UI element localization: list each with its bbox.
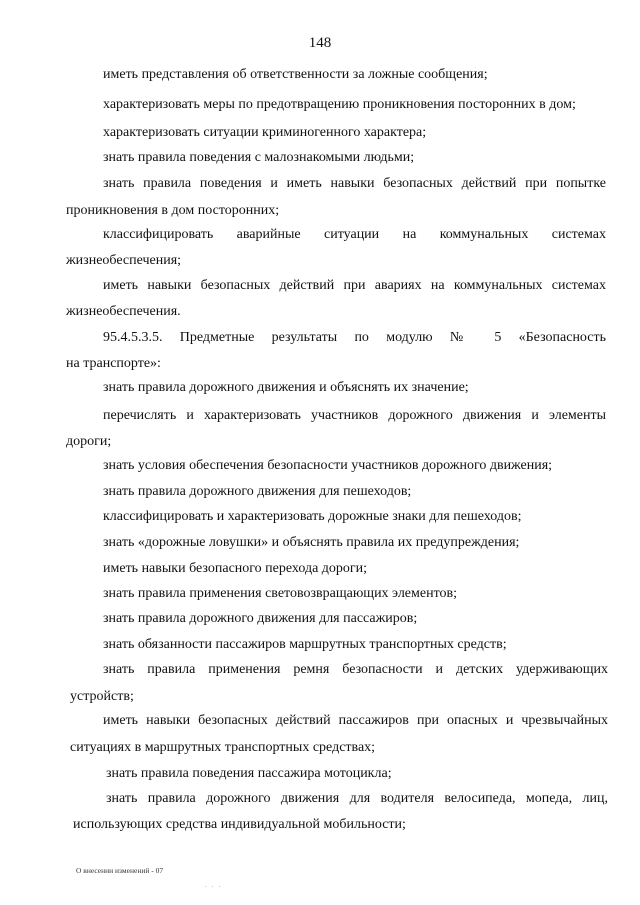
text-line: дороги; [66,434,112,449]
text-line: характеризовать меры по предотвращению проникновения посторонних в дом; [103,97,576,112]
text-line: знать правила применения световозвращающих элементов; [103,586,458,601]
text-line: на транспорте»: [66,356,161,371]
text-line: знать правила дорожного движения для пешеходов; [103,484,412,499]
footer-note: О внесении изменений - 07 [76,866,164,875]
text-line: знать правила поведения пассажира мотоцикла; [106,766,392,781]
text-line: классифицировать и характеризовать дорожные знаки для пешеходов; [103,509,522,524]
text-line: знать «дорожные ловушки» и объяснять правила их предупреждения; [103,535,520,550]
text-line: знать правила поведения и иметь навыки безопасных действий при попытке [103,176,606,191]
text-line: устройств; [70,689,134,704]
scan-marks: . . . [205,883,223,889]
text-line: иметь навыки безопасных действий при авариях на коммунальных системах [103,278,606,293]
text-line: иметь навыки безопасных действий пассажиров при опасных и чрезвычайных [103,713,608,728]
text-line: характеризовать ситуации криминогенного характера; [103,125,427,140]
text-line: иметь представления об ответственности за ложные сообщения; [103,67,488,82]
text-line: использующих средства индивидуальной мобильности; [73,817,406,832]
text-line: знать условия обеспечения безопасности участников дорожного движения; [103,458,553,473]
section-heading: 95.4.5.3.5. Предметные результаты по модулю № 5 «Безопасность [103,330,606,345]
text-line: перечислять и характеризовать участников дорожного движения и элементы [103,408,606,423]
text-line: иметь навыки безопасного перехода дороги; [103,561,368,576]
text-line: проникновения в дом посторонних; [66,203,280,218]
text-line: классифицировать аварийные ситуации на коммунальных системах [103,227,606,242]
text-line: знать правила дорожного движения и объяснять их значение; [103,380,469,395]
text-line: ситуациях в маршрутных транспортных средствах; [70,740,376,755]
text-line: знать правила применения ремня безопасности и детских удерживающих [103,662,608,677]
text-line: знать правила дорожного движения для водителя велосипеда, мопеда, лиц, [106,791,608,806]
text-line: знать правила дорожного движения для пассажиров; [103,611,418,626]
text-line: знать правила поведения с малознакомыми людьми; [103,150,415,165]
text-line: жизнеобеспечения; [66,253,182,268]
page-number: 148 [308,35,332,51]
text-line: знать обязанности пассажиров маршрутных транспортных средств; [103,637,507,652]
text-line: жизнеобеспечения. [66,304,181,319]
